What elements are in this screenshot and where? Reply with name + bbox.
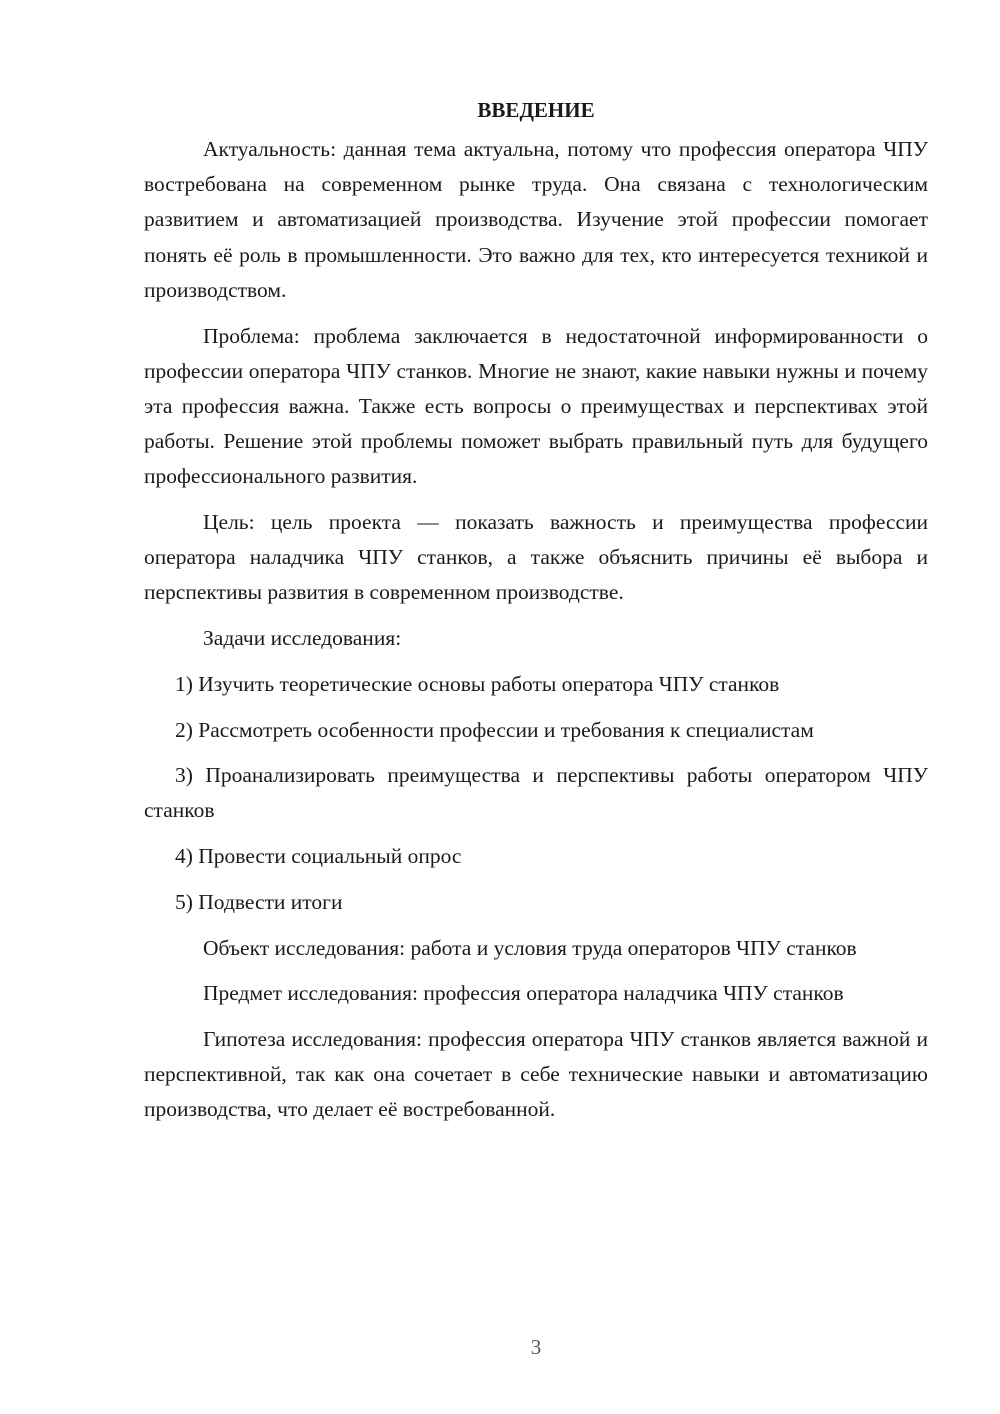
goal-paragraph: Цель: цель проекта — показать важность и преимущества профессии оператора наладчика ЧПУ станков, а также объяснить причины её выбора и перспективы развития в современном производстве.	[144, 510, 928, 605]
object-paragraph: Объект исследования: работа и условия труда операторов ЧПУ станков	[203, 935, 857, 960]
task-item-4: 4) Провести социальный опрос	[175, 844, 462, 869]
problem-paragraph: Проблема: проблема заключается в недостаточной информированности о профессии оператора ЧПУ станков. Многие не знают, какие навыки нужны и почему эта профессия важна. Также есть вопросы о преимуществах и перспективах этой работы. Решение этой проблемы поможет выбрать правильный путь для будущего профессионального развития.	[144, 323, 928, 489]
task-item-5: 5) Подвести итоги	[175, 889, 343, 914]
document-page	[144, 92, 928, 1138]
page-title: ВВЕДЕНИЕ	[477, 98, 595, 122]
tasks-heading: Задачи исследования:	[203, 626, 402, 651]
relevance-paragraph: Актуальность: данная тема актуальна, потому что профессия оператора ЧПУ востребована на современном рынке труда. Она связана с технологическим развитием и автоматизацией производства. Изучение этой профессии помогает понять её роль в промышленности. Это важно для тех, кто интересуется техникой и производством.	[144, 137, 928, 302]
task-item-2: 2) Рассмотреть особенности профессии и требования к специалистам	[175, 717, 814, 742]
subject-paragraph: Предмет исследования: профессия оператора наладчика ЧПУ станков	[203, 981, 844, 1006]
hypothesis-paragraph: Гипотеза исследования: профессия оператора ЧПУ станков является важной и перспективной, так как она сочетает в себе технические навыки и автоматизацию производства, что делает её востребованной.	[144, 1026, 928, 1122]
page-number: 3	[530, 1335, 542, 1359]
task-item-3: 3) Проанализировать преимущества и перспективы работы оператором ЧПУ станков	[144, 763, 928, 823]
task-item-1: 1) Изучить теоретические основы работы оператора ЧПУ станков	[175, 671, 780, 696]
